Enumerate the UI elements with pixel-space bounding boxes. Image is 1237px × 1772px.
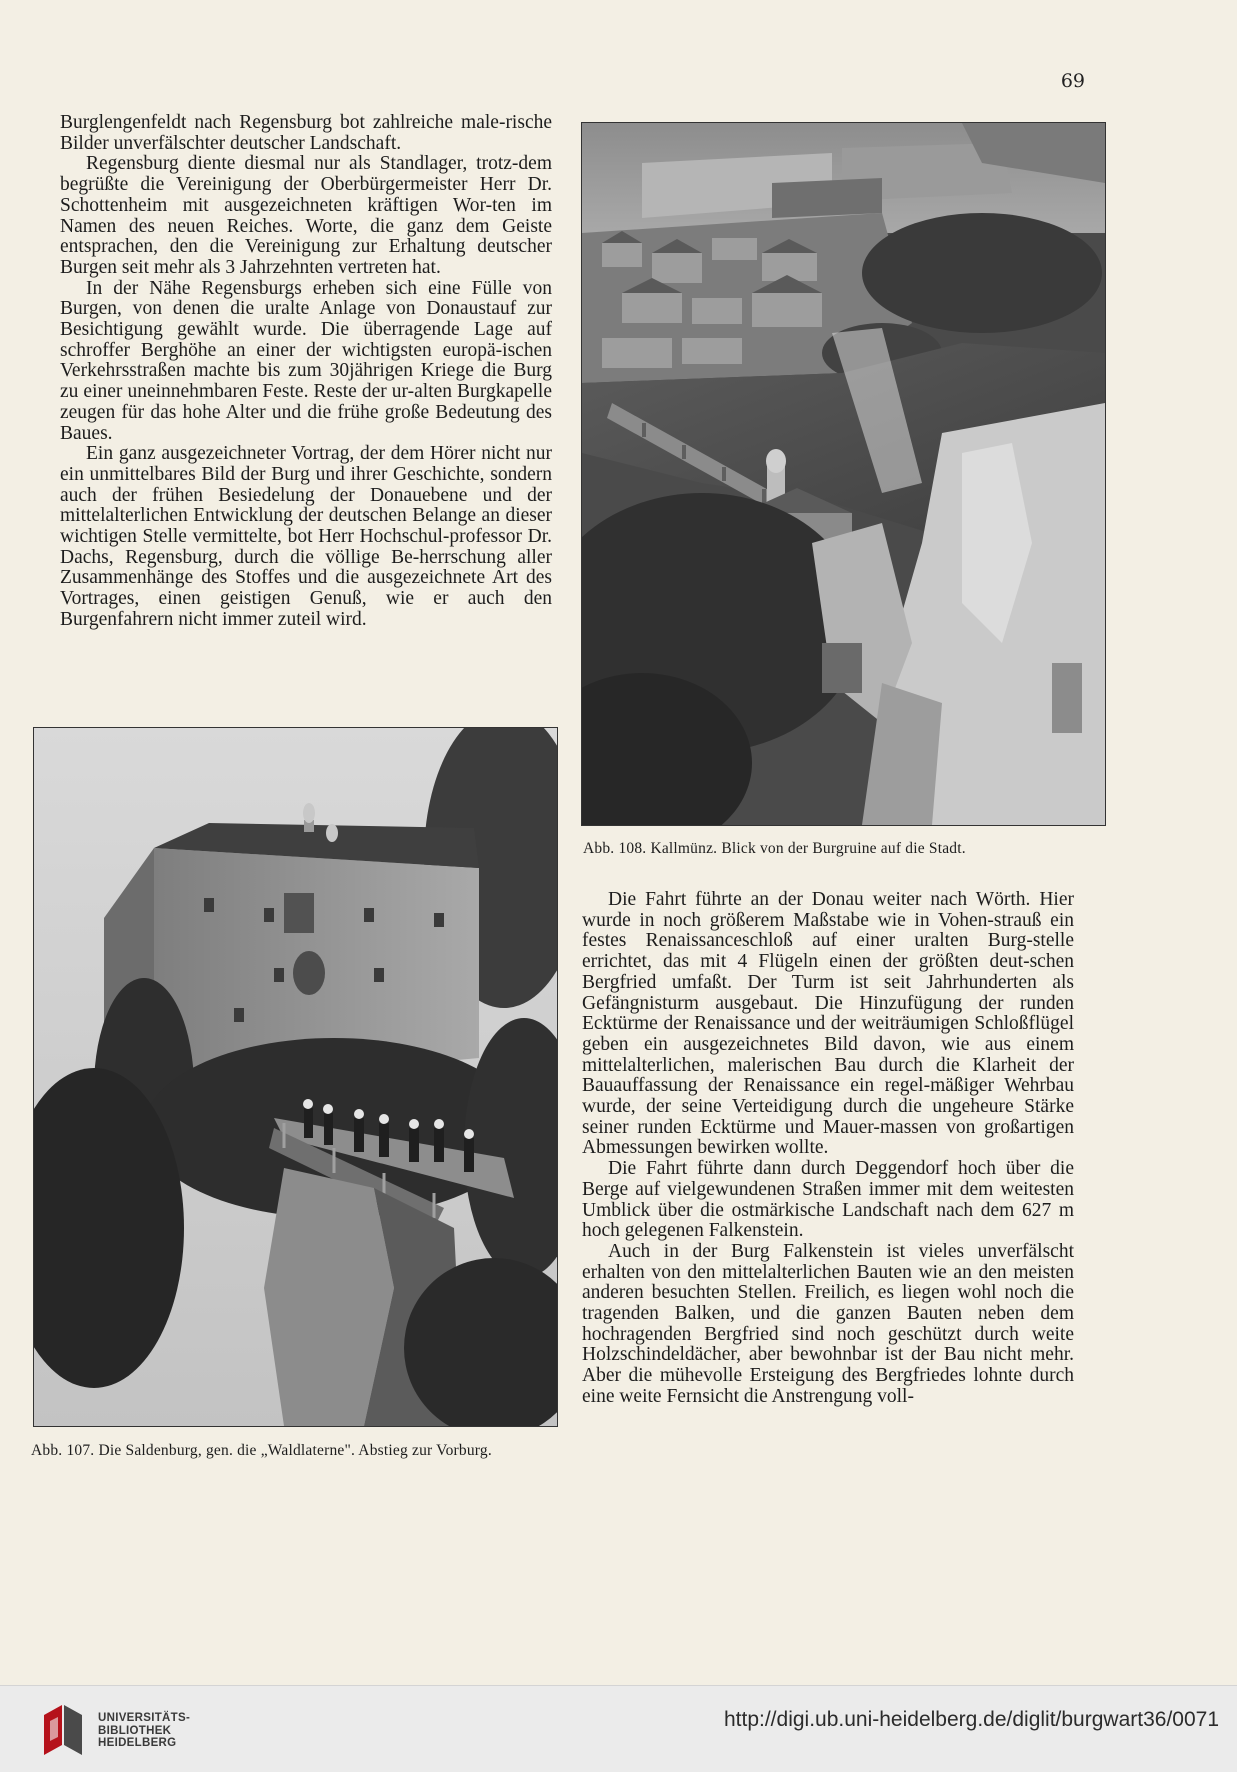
library-name <box>98 1712 190 1750</box>
right-text-column <box>582 890 1074 1408</box>
paragraph: Auch in der Burg Falkenstein ist vieles unverfälscht erhalten von den mittelalterlichen Bauten wie an den meisten anderen besuchten Stellen. Freilich, es liegen wohl noch die tragenden Balken, und die ganzen Bauten neben dem hochragenden Bergfried sind noch geschützt durch weite Holzschindeldächer, aber bewohnbar ist der Bau nicht mehr. Aber die mühevolle Ersteigung des Bergfriedes lohnte durch eine weite Fernsicht die Anstrengung voll- <box>582 1240 1074 1407</box>
source-url-link[interactable]: http://digi.ub.uni-heidelberg.de/diglit/burgwart36/0071 <box>723 1708 1219 1731</box>
viewer-footer <box>0 1685 1237 1772</box>
paragraph: Burglengenfeldt nach Regensburg bot zahlreiche male-rische Bilder unverfälschter deutscher Landschaft. <box>60 112 552 154</box>
page-number: 69 <box>1060 70 1085 92</box>
figure-107-caption: Abb. 107. Die Saldenburg, gen. die „Waldlaterne". Abstieg zur Vorburg. <box>31 1442 492 1459</box>
figure-108-caption: Abb. 108. Kallmünz. Blick von der Burgruine auf die Stadt. <box>583 840 966 857</box>
saldenburg-photo-illustration <box>34 728 557 1426</box>
library-name-line: UNIVERSITÄTS- <box>98 1712 191 1724</box>
paragraph: Die Fahrt führte an der Donau weiter nach Wörth. Hier wurde in noch größerem Maßstabe wie in Vohen-strauß ein festes Renaissanceschloß auf einer uralten Burg-stelle errichtet, das mit 4 Flügeln einen der größten deut-schen Bergfried umfaßt. Der Turm ist seit Jahrhunderten als Gefängnisturm ausgebaut. Die Hinzufügung der runden Ecktürme der Renaissance und der weiträumigen Schloßflügel geben ein ausgezeichnetes Bild davon, wie aus einem mittelalterlichen, malerischen Bau durch die Klarheit der Bauauffassung der Renaissance ein regel-mäßiger Wehrbau wurde, der seine Verteidigung durch die ungeheure Stärke seiner runden Ecktürme und Mauer-massen von großartigen Abmessungen bewirken wollte. <box>582 889 1074 1159</box>
library-name-line: HEIDELBERG <box>98 1737 177 1749</box>
university-logo-icon <box>42 1701 84 1759</box>
paragraph: In der Nähe Regensburgs erheben sich eine Fülle von Burgen, von denen die uralte Anlage von Donaustauf zur Besichtigung gewählt wurde. Die überragende Lage auf schroffer Berghöhe an einer der wichtigsten europä-ischen Verkehrsstraßen machte bis zum 30jährigen Kriege die Burg zu einer uneinnehmbaren Feste. Reste der ur-alten Burgkapelle zeugen für das hohe Alter und die frühe große Bedeutung des Baues. <box>60 277 552 444</box>
paragraph: Regensburg diente diesmal nur als Standlager, trotz-dem begrüßte die Vereinigung der Oberbürgermeister Herr Dr. Schottenheim mit ausgezeichneten kräftigen Wor-ten im Namen des neuen Reiches. Worte, die ganz dem Geiste entsprachen, den die Vereinigung zur Erhaltung deutscher Burgen seit mehr als 3 Jahrzehnten vertreten hat. <box>60 153 552 278</box>
paragraph: Ein ganz ausgezeichneter Vortrag, der dem Hörer nicht nur ein unmittelbares Bild der Burg und ihrer Geschichte, sondern auch der frühen Besiedelung der Donauebene und der mittelalterlichen Entwicklung der deutschen Belange an dieser wichtigen Stelle vermittelte, bot Herr Hochschul-professor Dr. Dachs, Regensburg, durch die völlige Be-herrschung aller Zusammenhänge des Stoffes und die ausgezeichnete Art des Vortrages, einen geistigen Genuß, wie er auch den Burgenfahrern nicht immer zuteil wird. <box>60 443 552 630</box>
figure-kallmuenz-photo <box>581 122 1106 826</box>
left-text-column <box>60 113 552 631</box>
figure-saldenburg-photo <box>33 727 558 1427</box>
paragraph: Die Fahrt führte dann durch Deggendorf hoch über die Berge auf vielgewundenen Straßen immer mit dem weitesten Umblick über die ostmärkische Landschaft nach dem 627 m hoch gelegenen Falkenstein. <box>582 1158 1074 1242</box>
kallmuenz-photo-illustration <box>582 123 1105 825</box>
library-name-line: BIBLIOTHEK <box>98 1724 172 1737</box>
